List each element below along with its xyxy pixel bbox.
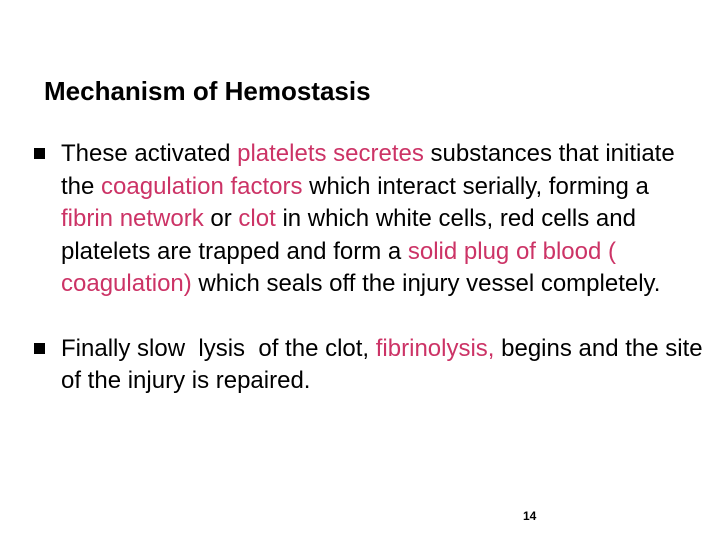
bullet-point bbox=[34, 138, 704, 301]
highlighted-term: platelets secretes bbox=[237, 140, 424, 167]
page-number: 14 bbox=[523, 509, 537, 523]
text-segment: in which white cells, red cells and platelets are trapped and form a bbox=[61, 205, 643, 265]
bullet-text bbox=[61, 140, 681, 297]
text-segment: which interact serially, forming a bbox=[302, 172, 656, 200]
text-segment: substances that initiate the bbox=[61, 140, 682, 200]
square-bullet-icon bbox=[34, 148, 45, 159]
square-bullet-icon bbox=[34, 343, 45, 354]
text-segment: These activated bbox=[61, 140, 238, 167]
highlighted-term: clot bbox=[238, 205, 276, 232]
text-segment: Finally slow lysis of the clot, bbox=[61, 334, 376, 362]
bullet-list bbox=[34, 138, 710, 398]
bullet-text bbox=[61, 335, 709, 395]
text-segment: which seals off the injury vessel completely. bbox=[191, 270, 661, 297]
highlighted-term: solid plug of blood ( coagulation) bbox=[61, 237, 623, 297]
text-segment: begins and the site of the injury is repaired. bbox=[61, 334, 710, 394]
bullet-point bbox=[34, 333, 710, 398]
highlighted-term: fibrinolysis, bbox=[375, 334, 495, 362]
slide-title: Mechanism of Hemostasis bbox=[44, 76, 371, 106]
highlighted-term: coagulation factors bbox=[101, 172, 303, 200]
text-segment: or bbox=[203, 205, 239, 232]
highlighted-term: fibrin network bbox=[61, 205, 204, 232]
